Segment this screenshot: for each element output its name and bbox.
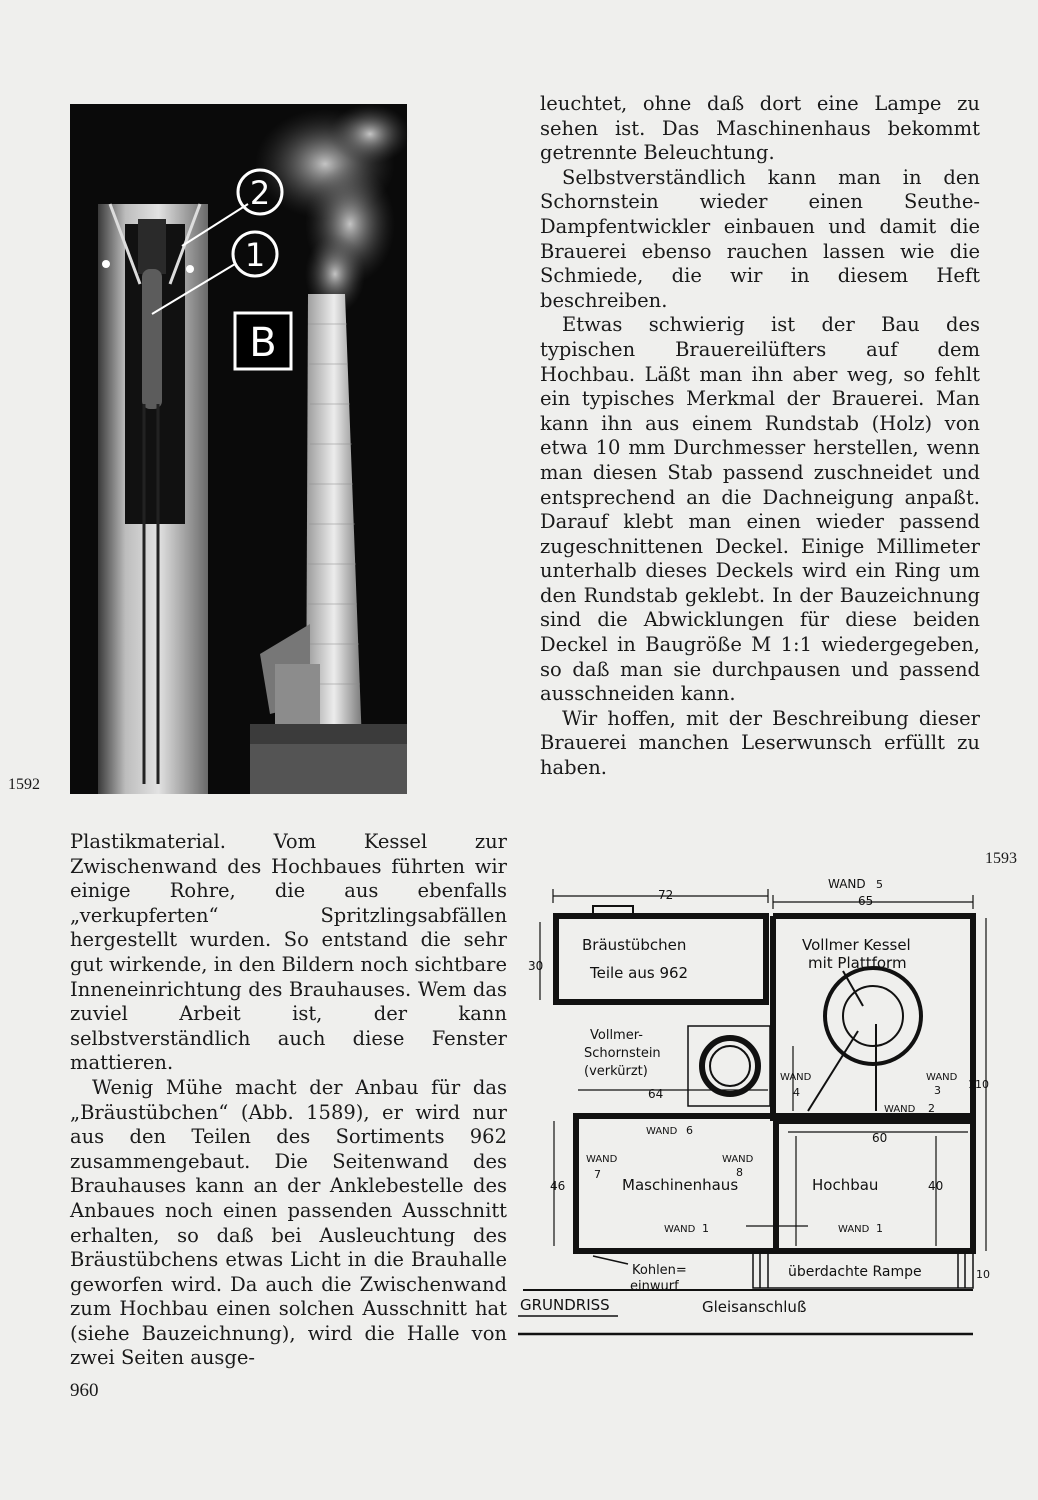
wand-1b-number: 1 (876, 1222, 883, 1235)
label-kohlen: Kohlen= (632, 1263, 687, 1278)
figure-number-1593: 1593 (985, 850, 1017, 867)
label-einwurf: einwurf (630, 1279, 679, 1294)
paragraph: Plastikmaterial. Vom Kessel zur Zwischenwand des Hochbaues führten wir einige Rohre, die aus ebenfalls „verkupferten“ Spritzlingsabfällen hergestellt wurden. So entstand die sehr gut wirkende, in den Bildern noch sichtbare Inneneinrichtung des Brauhauses. Wem das zuviel Arbeit ist, der kann selbstverständlich auch diese Fenster mattieren. (70, 830, 507, 1075)
marker-2: 2 (249, 174, 271, 212)
photo-chimney-smoke (70, 104, 407, 794)
wand-8-number: 8 (736, 1166, 743, 1179)
wand-7-number: 7 (594, 1168, 601, 1181)
marker-1: 1 (244, 236, 266, 274)
wand-6-number: 6 (686, 1124, 693, 1137)
label-schornstein: Schornstein (584, 1046, 661, 1061)
dim-65: 65 (858, 894, 874, 908)
label-vollmer-kessel: Vollmer Kessel (802, 936, 911, 954)
paragraph: Selbstverständlich kann man in den Schornstein wieder einen Seuthe-Dampfentwickler einbauen und damit die Brauerei ebenso rauchen lassen wie die Schmiede, die wir in diesem Heft beschreiben. (540, 165, 980, 312)
wand-5-number: 5 (876, 878, 883, 891)
dim-110: 110 (968, 1078, 989, 1091)
paragraph: leuchtet, ohne daß dort eine Lampe zu sehen ist. Das Maschinenhaus bekommt getrennte Beleuchtung. (540, 92, 980, 165)
wand-1a-label: WAND (664, 1224, 696, 1235)
wand-1a-number: 1 (702, 1222, 709, 1235)
dim-10: 10 (976, 1268, 990, 1281)
label-teile-962: Teile aus 962 (590, 964, 689, 982)
wand-5-label: WAND (828, 877, 866, 891)
wand-3-label: WAND (926, 1072, 958, 1083)
dim-40: 40 (928, 1179, 944, 1193)
wand-2-number: 2 (928, 1102, 935, 1115)
dim-60: 60 (872, 1131, 888, 1145)
dim-72: 72 (658, 888, 674, 902)
label-plattform: mit Plattform (808, 954, 907, 972)
wand-1b-label: WAND (838, 1224, 870, 1235)
wand-2-label: WAND (884, 1104, 916, 1115)
label-braeustuebchen: Bräustübchen (582, 936, 687, 954)
figure-number-1592: 1592 (8, 776, 40, 793)
label-maschinenhaus: Maschinenhaus (622, 1176, 739, 1194)
label-vollmer-dash: Vollmer- (590, 1028, 643, 1043)
right-column-text (540, 92, 980, 781)
wand-3-number: 3 (934, 1084, 941, 1097)
dim-46: 46 (550, 1179, 566, 1193)
wand-8-label: WAND (722, 1154, 754, 1165)
label-verkuerzt: (verkürzt) (584, 1064, 648, 1079)
paragraph: Etwas schwierig ist der Bau des typischen Brauereilüfters auf dem Hochbau. Läßt man ihn aber weg, so fehlt ein typisches Merkmal der Brauerei. Man kann ihn aus einem Rundstab (Holz) von etwa 10 mm Durchmesser herstellen, wenn man diesen Stab passend zuschneidet und entsprechend an die Dachneigung anpaßt. Darauf klebt man einen wieder passend zugeschnittenen Deckel. Einige Millimeter unterhalb dieses Deckels wird ein Ring um den Rundstab geklebt. In der Bauzeichnung sind die Abwicklungen für diese beiden Deckel in Baugröße M 1:1 wiedergegeben, so daß man sie durchpausen und passend ausschneiden kann. (540, 313, 980, 706)
paragraph: Wenig Mühe macht der Anbau für das „Bräustübchen“ (Abb. 1589), er wird nur aus den Teilen des Sortiments 962 zusammengebaut. Die Seitenwand des Brauhauses kann an der Anklebestelle des Anbaues noch einen passenden Ausschnitt erhalten, so daß bei Ausleuchtung des Bräustübchens etwas Licht in die Brauhalle geworfen wird. Da auch die Zwischenwand zum Hochbau einen solchen Ausschnitt hat (siehe Bauzeichnung), wird die Halle von zwei Seiten ausge- (70, 1075, 507, 1370)
page-number: 960 (70, 1380, 99, 1401)
wand-7-label: WAND (586, 1154, 618, 1165)
wand-4-number: 4 (793, 1086, 800, 1099)
dim-64: 64 (648, 1087, 664, 1101)
label-gleisanschluss: Gleisanschluß (702, 1298, 807, 1316)
wand-4-label: WAND (780, 1072, 812, 1083)
dim-30: 30 (528, 959, 544, 973)
label-grundriss: GRUNDRISS (520, 1296, 610, 1314)
label-hochbau: Hochbau (812, 1176, 879, 1194)
wand-6-label: WAND (646, 1126, 678, 1137)
label-ueberdachte-rampe: überdachte Rampe (788, 1264, 922, 1280)
left-column-text (70, 830, 507, 1371)
marker-b: B (249, 320, 277, 366)
floor-plan-drawing (518, 866, 990, 1366)
paragraph: Wir hoffen, mit der Beschreibung dieser Brauerei manchen Leserwunsch erfüllt zu haben. (540, 706, 980, 780)
